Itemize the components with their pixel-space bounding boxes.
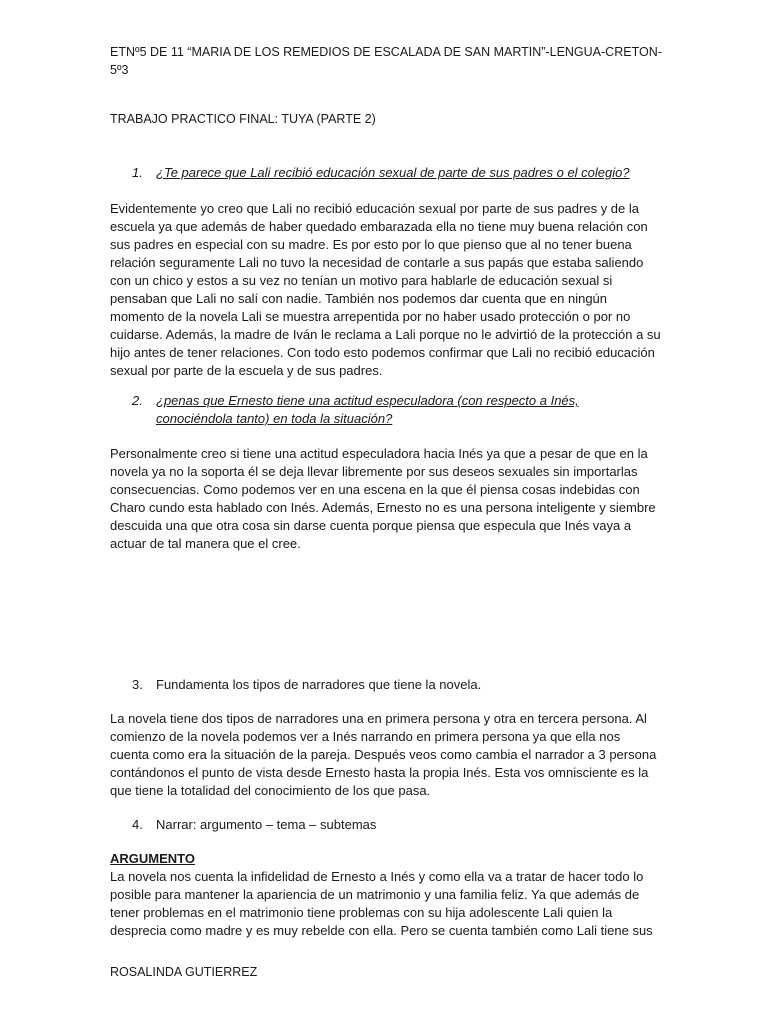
document-title: TRABAJO PRACTICO FINAL: TUYA (PARTE 2) bbox=[110, 112, 376, 126]
answer-1-line: momento de la novela Lali se muestra arrepentida por no haber usado protección o por no bbox=[110, 309, 631, 324]
question-2-text-line-1: ¿penas que Ernesto tiene una actitud especuladora (con respecto a Inés, bbox=[156, 393, 579, 408]
question-4-number: 4. bbox=[132, 817, 143, 832]
answer-3-line: que tiene la totalidad del conocimiento de los que pasa. bbox=[110, 783, 431, 798]
question-3 bbox=[132, 676, 632, 694]
answer-4 bbox=[110, 868, 658, 940]
document-page bbox=[110, 0, 662, 1024]
document-header: ETNº5 DE 11 “MARIA DE LOS REMEDIOS DE ESCALADA DE SAN MARTIN”-LENGUA-CRETON-5º3 bbox=[110, 45, 662, 77]
question-2 bbox=[132, 392, 632, 428]
question-1 bbox=[132, 164, 632, 182]
document-footer: ROSALINDA GUTIERREZ bbox=[110, 965, 258, 979]
question-1-number: 1. bbox=[132, 165, 143, 180]
section-heading-argumento: ARGUMENTO bbox=[110, 851, 195, 866]
answer-1-line: pensaban que Lali no salí con nadie. También nos podemos dar cuenta que en ningún bbox=[110, 291, 608, 306]
answer-1-line: con un chico y estos a su vez no tenían un motivo para hablarle de educación sexual si bbox=[110, 273, 613, 288]
answer-2-line: actuar de tal manera que el cree. bbox=[110, 536, 301, 551]
question-3-text: Fundamenta los tipos de narradores que tiene la novela. bbox=[156, 677, 482, 692]
answer-2-line: Personalmente creo si tiene una actitud especuladora hacia Inés ya que a pesar de que en la bbox=[110, 446, 648, 461]
answer-2-line: novela ya no la soporta él se deja llevar libremente por sus deseos sexuales sin importarlas bbox=[110, 464, 638, 479]
answer-2-line: consecuencias. Como podemos ver en una escena en la que él piensa cosas indebidas con bbox=[110, 482, 640, 497]
answer-1-line: Evidentemente yo creo que Lali no recibió educación sexual por parte de sus padres y de la bbox=[110, 201, 639, 216]
answer-1-line: sexual por parte de la escuela y de sus padres. bbox=[110, 363, 383, 378]
answer-3-line: cuenta como era la situación de la pareja. Después veos como cambia el narrador a 3 persona bbox=[110, 747, 657, 762]
question-4 bbox=[132, 816, 632, 834]
answer-4-line: La novela nos cuenta la infidelidad de Ernesto a Inés y como ella va a tratar de hacer todo lo bbox=[110, 869, 644, 884]
answer-1-line: sus padres en especial con su madre. Es por esto por lo que pienso que al no tener buena bbox=[110, 237, 632, 252]
question-2-text-line-2: conociéndola tanto) en toda la situación? bbox=[156, 411, 393, 426]
answer-3-line: comienzo de la novela podemos ver a Inés narrando en primera persona ya que ella nos bbox=[110, 729, 621, 744]
question-1-text: ¿Te parece que Lali recibió educación sexual de parte de sus padres o el colegio? bbox=[156, 165, 630, 180]
question-3-number: 3. bbox=[132, 677, 143, 692]
question-2-number: 2. bbox=[132, 393, 143, 408]
answer-3 bbox=[110, 710, 658, 800]
answer-4-line: tener problemas en el matrimonio tiene problemas con su hija adolescente Lali quien la bbox=[110, 905, 613, 920]
answer-3-line: contándonos el punto de vista desde Ernesto hasta la propia Inés. Esta vos omnisciente es la bbox=[110, 765, 649, 780]
answer-1-line: cuidarse. Además, la madre de Iván le reclama a Lali porque no le advirtió de la protección a su bbox=[110, 327, 661, 342]
answer-1 bbox=[110, 200, 661, 380]
answer-2-line: descuida una que otra cosa sin darse cuenta porque piensa que especula que Inés vaya a bbox=[110, 518, 632, 533]
answer-2 bbox=[110, 445, 658, 553]
answer-4-line: posible para mantener la apariencia de un matrimonio y una familia feliz. Ya que además de bbox=[110, 887, 640, 902]
question-4-text: Narrar: argumento – tema – subtemas bbox=[156, 817, 377, 832]
answer-1-line: hijo antes de tener relaciones. Con todo esto podemos confirmar que Lali no recibió educación bbox=[110, 345, 655, 360]
answer-3-line: La novela tiene dos tipos de narradores una en primera persona y otra en tercera persona. Al bbox=[110, 711, 647, 726]
answer-2-line: Charo cundo esta hablado con Inés. Además, Ernesto no es una persona inteligente y siembre bbox=[110, 500, 656, 515]
answer-1-line: escuela ya que además de haber quedado embarazada ella no tiene muy buena relación con bbox=[110, 219, 648, 234]
answer-4-line: desprecia como madre y es muy rebelde con ella. Pero se cuenta también como Lali tiene sus bbox=[110, 923, 653, 938]
answer-1-line: relación seguramente Lali no tuvo la necesidad de contarle a sus papás que estaba saliendo bbox=[110, 255, 644, 270]
